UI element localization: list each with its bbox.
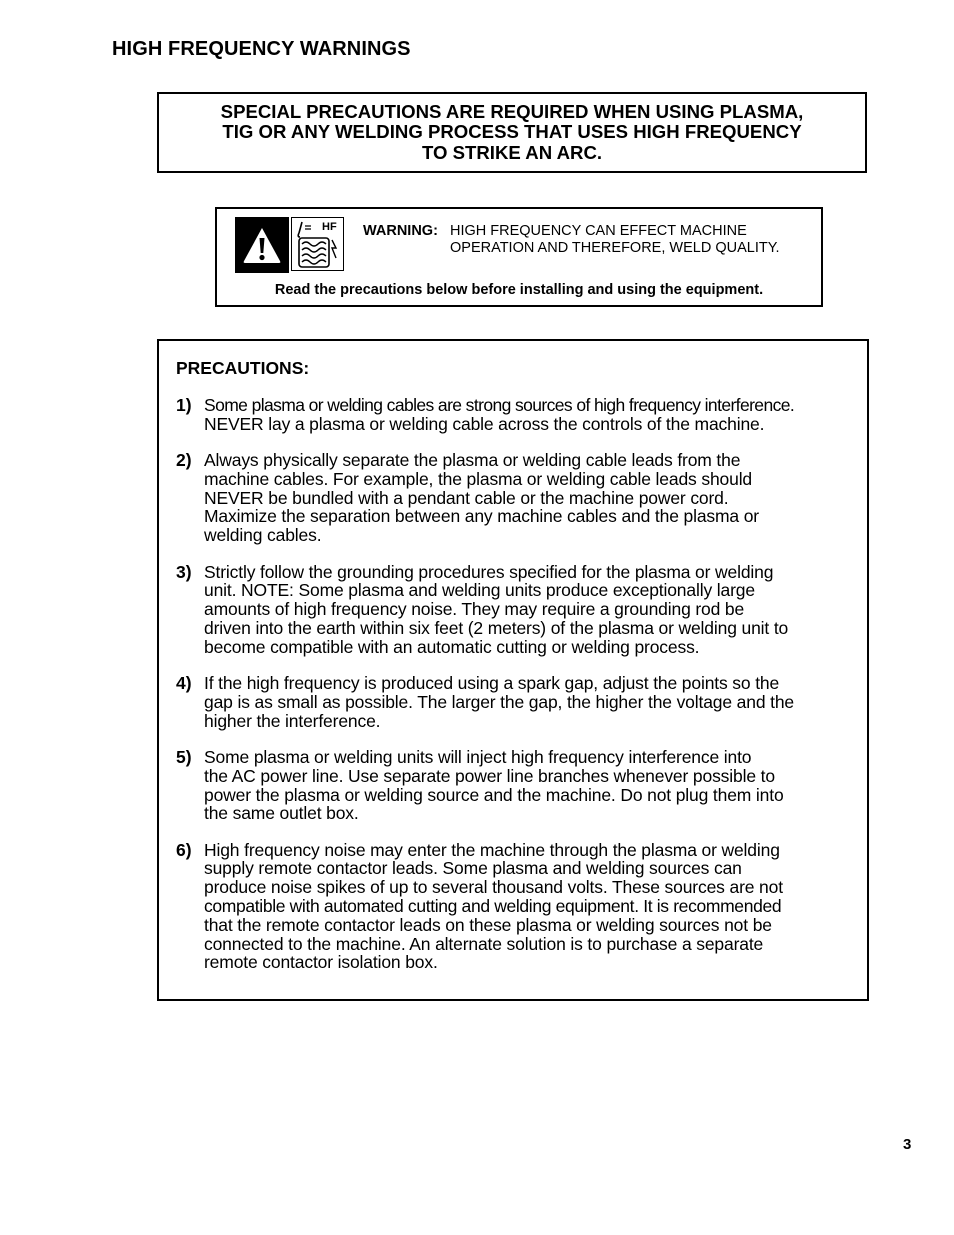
- precaution-text: [204, 563, 788, 657]
- precaution-line: machine cables. For example, the plasma or welding cable leads should: [204, 468, 753, 489]
- precautions-box: [157, 339, 869, 1001]
- precaution-line: amounts of high frequency noise. They may require a grounding rod be: [204, 599, 745, 620]
- precaution-item: [176, 563, 856, 657]
- precaution-item: [176, 674, 856, 730]
- precaution-number: 1): [176, 395, 192, 415]
- precaution-line: power the plasma or welding source and the machine. Do not plug them into: [204, 784, 784, 805]
- precaution-text: [204, 396, 794, 434]
- precautions-title: PRECAUTIONS:: [176, 358, 310, 378]
- precaution-line: the same outlet box.: [204, 803, 359, 824]
- precaution-line: higher the interference.: [204, 710, 381, 731]
- precaution-item: [176, 748, 856, 823]
- precaution-line: supply remote contactor leads. Some plasma and welding sources can: [204, 858, 742, 879]
- precaution-line: produce noise spikes of up to several thousand volts. These sources are not: [204, 877, 783, 898]
- precaution-number: 3): [176, 561, 192, 582]
- precaution-line: If the high frequency is produced using a spark gap, adjust the points so the: [204, 673, 780, 694]
- precaution-line: NEVER lay a plasma or welding cable across the controls of the machine.: [204, 413, 765, 434]
- special-precautions-line: SPECIAL PRECAUTIONS ARE REQUIRED WHEN USING PLASMA,: [220, 100, 804, 122]
- precaution-line: that the remote contactor leads on these plasma or welding sources not be: [204, 914, 772, 935]
- precaution-number: 6): [176, 839, 192, 860]
- precaution-line: unit. NOTE: Some plasma and welding units produce exceptionally large: [204, 580, 755, 601]
- precaution-text: [204, 841, 783, 973]
- precaution-line: gap is as small as possible. The larger the gap, the higher the voltage and the: [204, 691, 795, 712]
- precaution-line: High frequency noise may enter the machine through the plasma or welding: [204, 839, 780, 860]
- precaution-line: the AC power line. Use separate power line branches whenever possible to: [204, 765, 775, 786]
- precaution-line: connected to the machine. An alternate solution is to purchase a separate: [204, 933, 764, 954]
- warning-icons: [235, 217, 344, 273]
- precaution-line: Some plasma or welding cables are strong sources of high frequency interference.: [204, 395, 795, 415]
- special-precautions-box: [157, 92, 867, 173]
- precaution-line: NEVER be bundled with a pendant cable or the machine power cord.: [204, 487, 729, 508]
- page-title: HIGH FREQUENCY WARNINGS: [112, 38, 411, 60]
- precaution-number: 2): [176, 450, 192, 471]
- precaution-line: driven into the earth within six feet (2 meters) of the plasma or welding unit to: [204, 617, 789, 638]
- precautions-list: [176, 396, 856, 990]
- special-precautions-line: TIG OR ANY WELDING PROCESS THAT USES HIGH FREQUENCY: [222, 121, 802, 143]
- precaution-line: remote contactor isolation box.: [204, 952, 438, 973]
- precaution-text: [204, 748, 784, 823]
- page-number: 3: [903, 1136, 912, 1153]
- precaution-number: 5): [176, 746, 192, 767]
- high-frequency-icon: [291, 217, 344, 271]
- precaution-number: 4): [176, 673, 192, 694]
- warning-box: [215, 207, 823, 307]
- read-precautions-notice: Read the precautions below before installing and using the equipment.: [274, 282, 764, 298]
- precaution-item: [176, 451, 856, 545]
- precaution-text: [204, 451, 759, 545]
- special-precautions-line: TO STRIKE AN ARC.: [421, 141, 603, 163]
- warning-label: WARNING:: [363, 223, 438, 239]
- hf-icon-label: HF: [322, 221, 337, 233]
- precaution-line: Always physically separate the plasma or welding cable leads from the: [204, 450, 741, 471]
- precaution-line: Some plasma or welding units will inject high frequency interference into: [204, 746, 752, 767]
- precaution-item: [176, 396, 856, 434]
- precaution-text: [204, 674, 794, 730]
- precaution-line: compatible with automated cutting and welding equipment. It is recommended: [204, 896, 782, 917]
- precaution-item: [176, 841, 856, 973]
- warning-text-line: OPERATION AND THEREFORE, WELD QUALITY.: [450, 239, 780, 256]
- precaution-line: welding cables.: [204, 525, 322, 546]
- precaution-line: become compatible with an automatic cutting or welding process.: [204, 636, 700, 657]
- precaution-line: Strictly follow the grounding procedures specified for the plasma or welding: [204, 561, 774, 582]
- precaution-line: Maximize the separation between any machine cables and the plasma or: [204, 506, 759, 527]
- warning-text-line: HIGH FREQUENCY CAN EFFECT MACHINE: [450, 223, 747, 239]
- warning-text: [450, 223, 780, 256]
- warning-triangle-icon: [235, 217, 289, 273]
